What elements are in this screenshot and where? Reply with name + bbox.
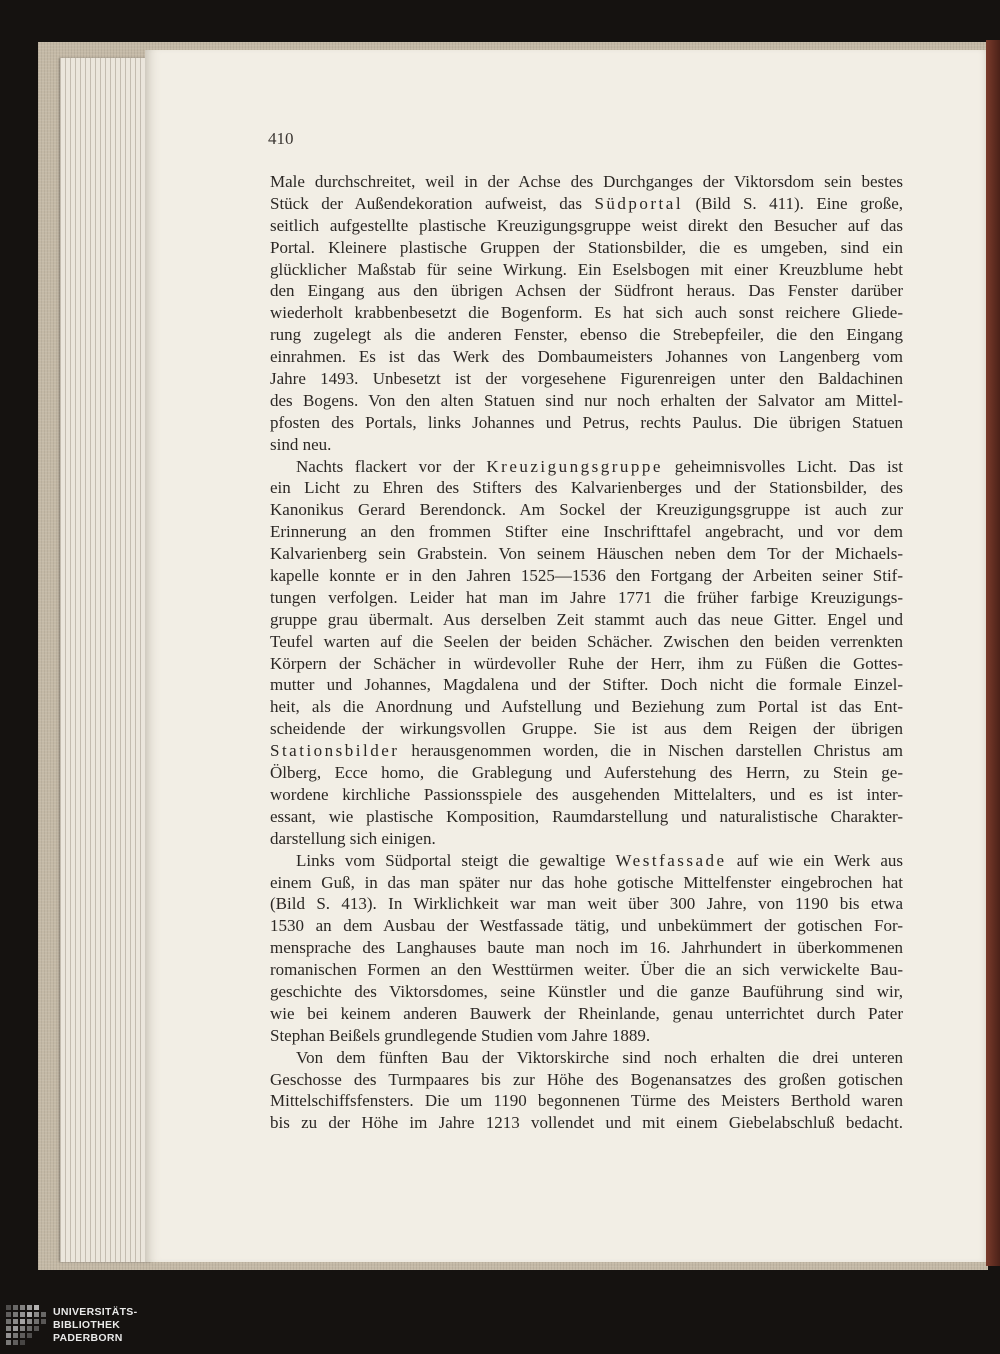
text-line: den Eingang aus den übrigen Achsen der Südfront heraus. Das Fenster darüber [270, 281, 903, 301]
text-line: Jahre 1493. Unbesetzt ist der vorgesehene Figurenreigen unter den Baldachinen [270, 369, 903, 389]
text-line: (Bild S. 413). In Wirklichkeit war man weit über 300 Jahre, von 1190 bis etwa [270, 894, 903, 914]
text-line: wordene kirchliche Passionsspiele des ausgehenden Mittelalters, und es ist inter- [270, 784, 903, 804]
text-line: darstellung sich einigen. [270, 828, 436, 848]
text-line: sind neu. [270, 434, 332, 454]
paragraph [270, 456, 903, 850]
text-line: bis zu der Höhe im Jahre 1213 vollendet und mit einem Giebelabschluß bedacht. [270, 1113, 903, 1133]
text-line: heit, als die Anordnung und Aufstellung und Beziehung zum Portal ist das Ent- [270, 697, 903, 717]
text-segment: (Bild S. 411). Eine große, [683, 193, 904, 213]
text-line: tungen verfolgen. Leider hat man im Jahre 1771 die früher farbige Kreuzigungs- [270, 587, 903, 607]
library-logo-text [53, 1306, 137, 1345]
text-line: pfosten des Portals, links Johannes und Petrus, rechts Paulus. Die übrigen Statuen [270, 412, 903, 432]
text-line: Geschosse des Turmpaares bis zur Höhe des Bogenansatzes des großen gotischen [270, 1069, 903, 1089]
text-line: kapelle konnte er in den Jahren 1525—1536 den Fortgang der Arbeiten seiner Stif- [270, 566, 903, 586]
text-segment: Nachts flackert vor der [296, 456, 487, 476]
text-line: Körpern der Schächer in würdevoller Ruhe der Herr, ihm zu Füßen die Gottes- [270, 653, 903, 673]
text-line: einem Guß, in das man später nur das hohe gotische Mittelfenster eingebrochen hat [270, 872, 903, 892]
text-line: mensprache des Langhauses baute man noch im 16. Jahrhundert in überkommenen [270, 938, 903, 958]
library-logo-icon [4, 1303, 48, 1347]
text-line: seitlich aufgestellte plastische Kreuzigungsgruppe weist direkt den Besucher auf das [270, 215, 903, 235]
text-line [270, 740, 903, 762]
text-segment: Stück der Außendekoration aufweist, das [270, 193, 595, 213]
text-line: Von dem fünften Bau der Viktorskirche sind noch erhalten die drei unteren [296, 1047, 903, 1067]
text-segment: Links vom Südportal steigt die gewaltige [296, 850, 616, 870]
text-line: Teufel warten auf die Seelen der beiden Schächer. Zwischen den beiden verrenkten [270, 631, 903, 651]
text-line: gruppe grau übermalt. Aus derselben Zeit stammt auch das neue Gitter. Engel und [270, 609, 903, 629]
spaced-emphasis: Kreuzigungsgruppe [486, 456, 663, 476]
text-line: mutter und Johannes, Magdalena und der Stifter. Doch nicht die formale Einzel- [270, 675, 903, 695]
text-line: Male durchschreitet, weil in der Achse des Durchganges der Viktorsdom sein bestes [270, 172, 903, 191]
logo-line-university: UNIVERSITÄTS- [53, 1305, 138, 1318]
text-line: romanischen Formen an den Westtürmen weiter. Über die an sich verwickelte Bau- [270, 960, 903, 980]
paragraph [270, 1047, 903, 1135]
paragraph [270, 171, 903, 456]
text-line [270, 850, 903, 872]
text-line: Stephan Beißels grundlegende Studien vom Jahre 1889. [270, 1025, 651, 1045]
page-number: 410 [268, 129, 294, 148]
text-line: glücklicher Maßstab für seine Wirkung. Ein Eselsbogen mit einer Kreuzblume hebt [270, 259, 903, 279]
book-spine [986, 40, 1000, 1266]
text-segment: geheimnisvolles Licht. Das ist [662, 456, 904, 476]
text-line: Ölberg, Ecce homo, die Grablegung und Auferstehung des Herrn, zu Stein ge- [270, 763, 903, 783]
text-line: wie bei keinem anderen Bauwerk der Rheinlande, genau unterrichtet durch Pater [270, 1003, 903, 1023]
text-line: Portal. Kleinere plastische Gruppen der Stationsbilder, die es umgeben, sind ein [270, 237, 903, 257]
text-line: scheidende der wirkungsvollen Gruppe. Sie ist aus dem Reigen der übrigen [270, 719, 903, 739]
spaced-emphasis: Westfassade [615, 850, 727, 870]
text-segment: herausgenommen worden, die in Nischen darstellen Christus am [399, 741, 903, 761]
text-line [270, 456, 903, 478]
page-edges [60, 58, 152, 1262]
spaced-emphasis: Stationsbilder [270, 741, 400, 761]
text-line: Kanonikus Gerard Berendonck. Am Sockel der Kreuzigungsgruppe ist auch zur [270, 500, 903, 520]
text-line: Erinnerung an den frommen Stifter eine Inschrifttafel angebracht, und vor dem [270, 522, 903, 542]
text-line: ein Licht zu Ehren des Stifters des Kalvarienberges und der Stationsbilder, des [270, 478, 903, 498]
text-segment: auf wie ein Werk aus [726, 850, 903, 870]
spaced-emphasis: Südportal [594, 193, 684, 213]
text-line: Kalvarienberg sein Grabstein. Von seinem Häuschen neben dem Tor der Michaels- [270, 544, 903, 564]
text-line: geschichte des Viktorsdomes, seine Künstler und die ganze Bauführung sind wir, [270, 981, 903, 1001]
text-line [270, 193, 903, 215]
body-text [270, 171, 903, 1134]
paragraph [270, 850, 903, 1047]
text-line: rung zugelegt als die anderen Fenster, ebenso die Strebepfeiler, die den Eingang [270, 325, 903, 345]
text-line: essant, wie plastische Komposition, Raumdarstellung und naturalistische Charakter- [270, 806, 903, 826]
text-line: 1530 an dem Ausbau der Westfassade tätig, und unbekümmert der gotischen For- [270, 916, 903, 936]
text-line: wiederholt krabbenbesetzt die Bogenform. Es hat sich auch sonst reichere Gliede- [270, 303, 903, 323]
text-line: des Bogens. Von den alten Statuen sind nur noch erhalten der Salvator am Mittel- [270, 390, 903, 410]
logo-line-library: BIBLIOTHEK [53, 1318, 121, 1331]
text-line: Mittelschiffsfensters. Die um 1190 begonnenen Türme des Meisters Berthold waren [270, 1091, 903, 1111]
logo-line-city: PADERBORN [53, 1331, 123, 1344]
text-line: einrahmen. Es ist das Werk des Dombaumeisters Johannes von Langenberg vom [270, 347, 903, 367]
library-logo [4, 1302, 137, 1348]
